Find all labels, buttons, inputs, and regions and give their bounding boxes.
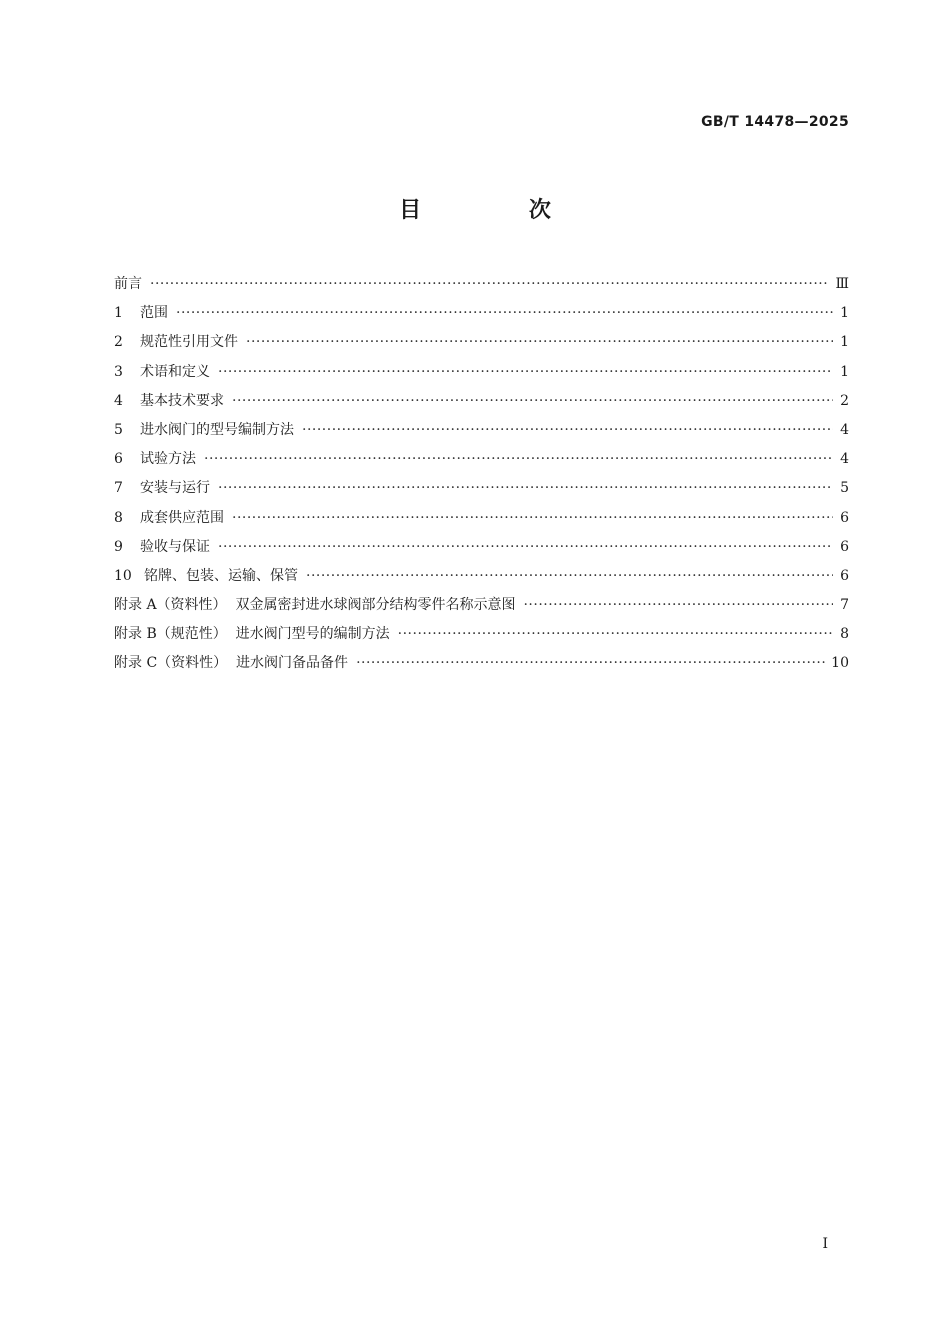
- toc-entry-installation-operation[interactable]: [114, 474, 849, 503]
- toc-section-number: 1: [114, 305, 123, 322]
- toc-section-number: 4: [114, 392, 123, 409]
- toc-entry-label: 前言: [114, 276, 142, 292]
- toc-page-number: 6: [840, 567, 849, 584]
- toc-leader-dots: [246, 328, 833, 357]
- toc-entry-label: 附录 A（资料性） 双金属密封进水球阀部分结构零件名称示意图: [114, 597, 516, 614]
- toc-section-number: 7: [114, 480, 123, 497]
- toc-leader-dots: [218, 533, 833, 562]
- toc-leader-dots: [398, 620, 833, 649]
- toc-section-number: 2: [114, 334, 123, 351]
- toc-entry-terms-definitions[interactable]: [114, 358, 849, 387]
- toc-entry-acceptance-warranty[interactable]: [114, 533, 849, 562]
- toc-entry-label: 安装与运行: [140, 480, 210, 497]
- toc-leader-dots: [218, 474, 833, 503]
- toc-entry-normative-references[interactable]: [114, 328, 849, 357]
- toc-leader-dots: [176, 299, 833, 328]
- toc-entry-label: 基本技术要求: [140, 392, 224, 409]
- toc-leader-dots: [232, 504, 833, 533]
- toc-entry-foreword[interactable]: [114, 270, 849, 299]
- toc-section-number: 10: [114, 567, 132, 584]
- toc-page-number: 10: [831, 655, 849, 672]
- page-number: I: [822, 1236, 828, 1252]
- toc-leader-dots: [150, 270, 829, 299]
- toc-section-number: 6: [114, 451, 123, 468]
- toc-entry-label: 铭牌、包装、运输、保管: [144, 567, 298, 584]
- toc-entry-label: 术语和定义: [140, 363, 210, 380]
- toc-entry-annex-c[interactable]: [114, 649, 849, 678]
- toc-entry-label: 验收与保证: [140, 538, 210, 555]
- toc-page-number: 4: [840, 421, 849, 438]
- table-of-contents: [114, 270, 849, 679]
- toc-section-number: 3: [114, 363, 123, 380]
- toc-entry-label: 成套供应范围: [140, 509, 224, 526]
- toc-page-number: 5: [840, 480, 849, 497]
- toc-page-number: 4: [840, 451, 849, 468]
- toc-entry-annex-a[interactable]: [114, 591, 849, 620]
- toc-entry-label: 进水阀门的型号编制方法: [140, 421, 294, 438]
- toc-entry-model-designation[interactable]: [114, 416, 849, 445]
- toc-entry-basic-requirements[interactable]: [114, 387, 849, 416]
- toc-leader-dots: [218, 358, 833, 387]
- toc-leader-dots: [302, 416, 833, 445]
- toc-entry-label: 范围: [140, 305, 168, 322]
- toc-entry-scope[interactable]: [114, 299, 849, 328]
- toc-page-number: Ⅲ: [835, 276, 849, 292]
- toc-entry-test-methods[interactable]: [114, 445, 849, 474]
- toc-page-number: 1: [840, 305, 849, 322]
- toc-page-number: 1: [840, 334, 849, 351]
- toc-leader-dots: [232, 387, 833, 416]
- toc-entry-label: 附录 B（规范性） 进水阀门型号的编制方法: [114, 626, 390, 643]
- toc-entry-label: 附录 C（资料性） 进水阀门备品备件: [114, 655, 349, 672]
- toc-leader-dots: [204, 445, 833, 474]
- toc-entry-label: 试验方法: [140, 451, 196, 468]
- toc-page-number: 8: [840, 626, 849, 643]
- toc-page-number: 7: [840, 597, 849, 614]
- toc-section-number: 8: [114, 509, 123, 526]
- toc-section-number: 5: [114, 421, 123, 438]
- toc-leader-dots: [356, 649, 825, 678]
- toc-entry-annex-b[interactable]: [114, 620, 849, 649]
- toc-entry-scope-of-supply[interactable]: [114, 504, 849, 533]
- standard-number: GB/T 14478—2025: [701, 114, 849, 130]
- page-title: 目 次: [399, 198, 601, 223]
- toc-page-number: 6: [840, 509, 849, 526]
- toc-section-number: 9: [114, 538, 123, 555]
- toc-page-number: 2: [840, 392, 849, 409]
- toc-leader-dots: [523, 591, 833, 620]
- toc-entry-label: 规范性引用文件: [140, 334, 238, 351]
- toc-page-number: 6: [840, 538, 849, 555]
- toc-entry-nameplate-packaging[interactable]: [114, 562, 849, 591]
- toc-page-number: 1: [840, 363, 849, 380]
- toc-leader-dots: [306, 562, 833, 591]
